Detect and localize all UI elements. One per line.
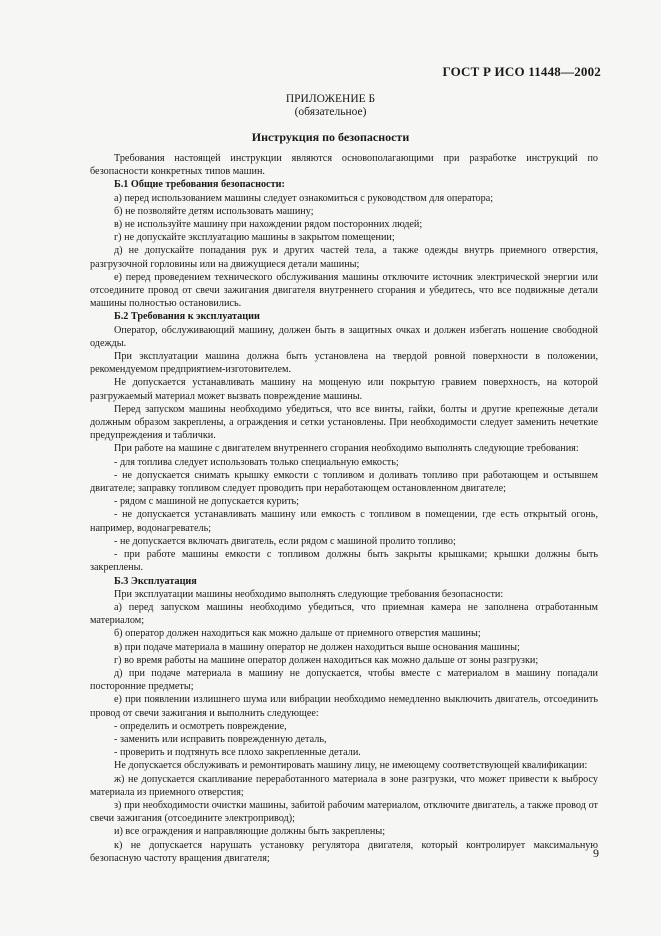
paragraph: д) при подаче материала в машину не допускается, чтобы вместе с материалом в машину попадали посторонние предметы;: [90, 667, 598, 693]
paragraph: е) перед проведением технического обслуживания машины отключите источник электрической энергии или отсоедините провод от свечи зажигания двигателя внутреннего сгорания и убедитесь, что все подвижные детали машины полностью остановились.: [90, 271, 598, 310]
paragraph: Перед запуском машины необходимо убедиться, что все винты, гайки, болты и другие крепежные детали должным образом закреплены, а ограждения и сетки установлены. При необходимости следует заменить нечеткие предупреждения и таблички.: [90, 403, 598, 442]
appendix-note: (обязательное): [294, 106, 367, 118]
paragraph: - рядом с машиной не допускается курить;: [114, 496, 300, 508]
paragraph: а) перед запуском машины необходимо убедиться, что приемная камера не заполнена отработанным материалом;: [90, 601, 598, 627]
paragraph: При эксплуатации машина должна быть установлена на твердой ровной поверхности в положении, рекомендуемом предприятием-изготовителем.: [90, 351, 598, 376]
paragraph: д) не допускайте попадания рук и других частей тела, а также одежды внутрь приемного отверстия, разгрузочной горловины или на движущиеся детали машины;: [90, 245, 598, 270]
paragraph: - не допускается снимать крышку емкости с топливом и доливать топливо при работающем и остывшем двигателе; заправку топливом следует проводить при неработающем остановленном двигателе;: [90, 469, 598, 495]
appendix-heading: [0, 93, 661, 119]
document-title: Инструкция по безопасности: [251, 130, 410, 144]
paragraph: - при работе машины емкости с топливом должны быть закрыты крышками; крышки должны быть закреплены.: [90, 549, 598, 574]
paragraph: Не допускается устанавливать машину на мощеную или покрытую гравием поверхность, на которой разгружаемый материал может вызвать повреждение машины.: [90, 377, 598, 402]
paragraph: Оператор, обслуживающий машину, должен быть в защитных очках и должен избегать ношение свободной одежды.: [90, 324, 598, 349]
paragraph: - проверить и подтянуть все плохо закрепленные детали.: [114, 747, 361, 759]
paragraph: При эксплуатации машины необходимо выполнять следующие требования безопасности:: [114, 588, 504, 600]
paragraph: г) во время работы на машине оператор должен находиться как можно дальше от зоны разгрузки;: [114, 654, 539, 666]
paragraph: а) перед использованием машины следует ознакомиться с руководством для оператора;: [114, 192, 494, 204]
paragraph: в) при подаче материала в машину оператор не должен находиться выше основания машины;: [114, 641, 520, 653]
section-heading: Б.1 Общие требования безопасности:: [114, 179, 285, 191]
paragraph: е) при появлении излишнего шума или вибрации необходимо немедленно выключить двигатель, отсоединить провод от свечи зажигания и выполнить следующее:: [90, 694, 598, 719]
paragraph: - заменить или исправить поврежденную деталь,: [114, 733, 327, 745]
paragraph: При работе на машине с двигателем внутреннего сгорания необходимо выполнять следующие требования:: [114, 443, 579, 455]
page-number: 9: [593, 846, 599, 860]
paragraph: в) не используйте машину при нахождении рядом посторонних людей;: [114, 219, 423, 231]
paragraph: и) все ограждения и направляющие должны быть закреплены;: [114, 826, 386, 838]
standard-header: ГОСТ Р ИСО 11448—2002: [442, 64, 601, 79]
section-heading: Б.3 Эксплуатация: [114, 575, 197, 587]
paragraph: Не допускается обслуживать и ремонтировать машину лицу, не имеющему соответствующей квалификации:: [114, 760, 588, 772]
appendix-title: ПРИЛОЖЕНИЕ Б: [285, 93, 376, 105]
paragraph: ж) не допускается скапливание переработанного материала в зоне разгрузки, что может привести к выбросу материала из приемного отверстия;: [90, 773, 598, 798]
paragraph: б) оператор должен находиться как можно дальше от приемного отверстия машины;: [114, 628, 481, 640]
paragraph: з) при необходимости очистки машины, забитой рабочим материалом, отключите двигатель, а также провод от свечи зажигания (отсоедините электропривод);: [90, 799, 598, 825]
section-heading: Б.2 Требования к эксплуатации: [114, 311, 260, 323]
document-body: [90, 152, 598, 865]
paragraph: - не допускается устанавливать машину или емкость с топливом в помещении, где есть открытый огонь, например, водонагреватель;: [90, 509, 598, 534]
paragraph: - определить и осмотреть повреждение,: [114, 720, 287, 732]
paragraph: г) не допускайте эксплуатацию машины в закрытом помещении;: [114, 232, 395, 244]
paragraph: - для топлива следует использовать только специальную емкость;: [114, 456, 399, 468]
paragraph: б) не позволяйте детям использовать машину;: [114, 205, 314, 217]
paragraph: Требования настоящей инструкции являются основополагающими при разработке инструкций по безопасности конкретных типов машин.: [90, 153, 598, 178]
paragraph: к) не допускается нарушать установку регулятора двигателя, который контролирует максимальную безопасную частоту вращения двигателя;: [90, 839, 598, 864]
paragraph: - не допускается включать двигатель, если рядом с машиной пролито топливо;: [114, 535, 456, 547]
